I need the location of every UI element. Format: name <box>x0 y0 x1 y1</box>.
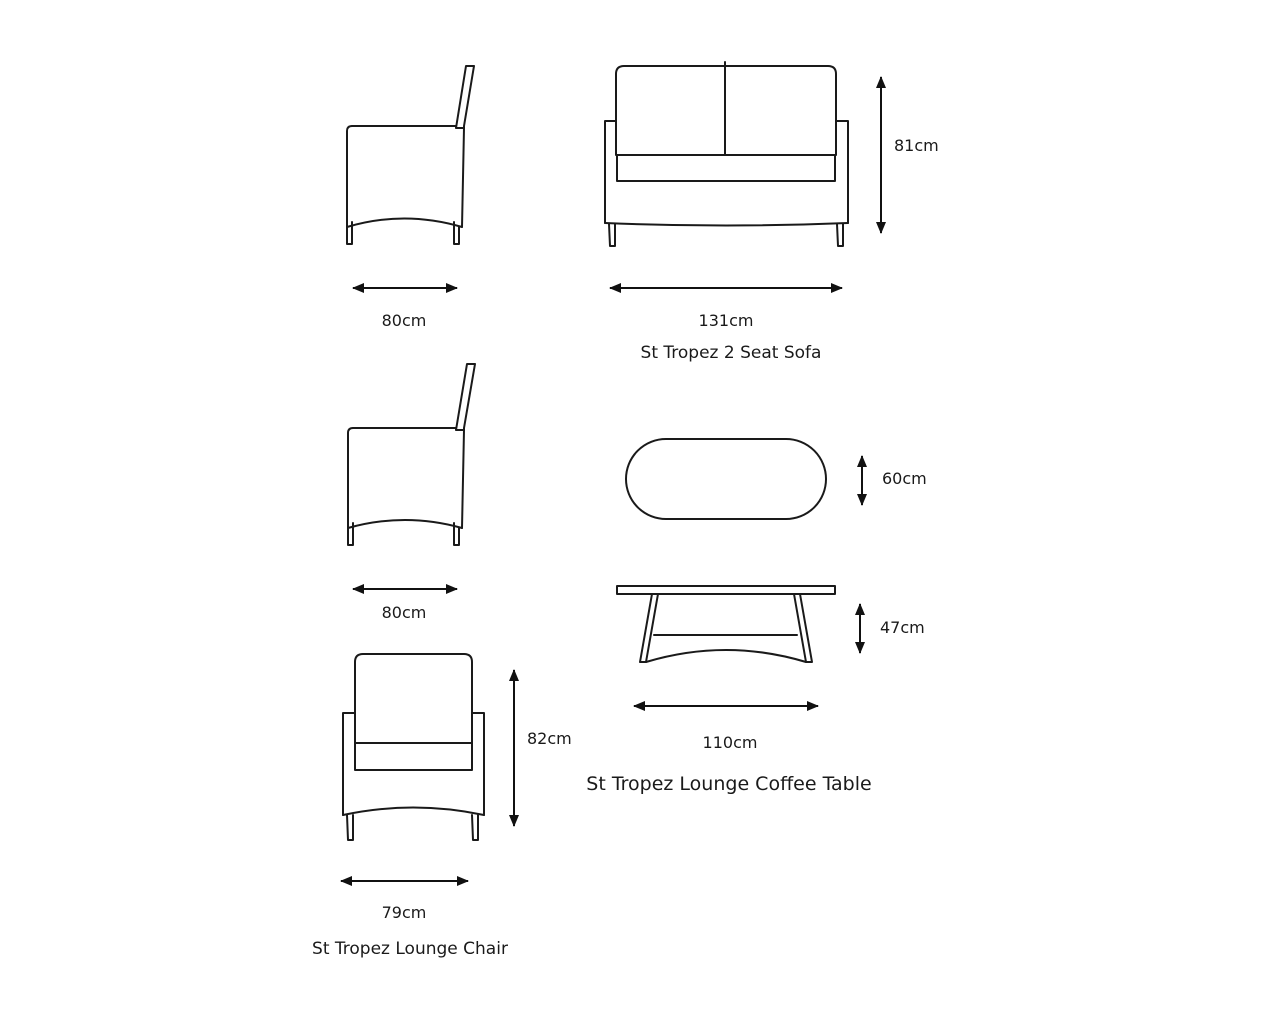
coffee-table-side-view <box>617 586 835 662</box>
label-table-height: 47cm <box>880 618 925 637</box>
label-sofa-height: 81cm <box>894 136 939 155</box>
label-chair-mid-width: 80cm <box>381 603 427 622</box>
label-chair-front-width: 79cm <box>381 903 427 922</box>
chair-side-view-top <box>347 66 474 244</box>
chair-front-view <box>343 654 484 840</box>
caption-sofa: St Tropez 2 Seat Sofa <box>640 343 822 363</box>
label-table-depth: 60cm <box>882 469 927 488</box>
dimension-labels <box>382 136 939 922</box>
label-chair-front-height: 82cm <box>527 729 572 748</box>
label-chair-top-width: 80cm <box>381 311 427 330</box>
caption-coffee-table: St Tropez Lounge Coffee Table <box>586 773 872 795</box>
label-table-width: 110cm <box>702 733 758 752</box>
sofa-front-view <box>605 62 848 246</box>
coffee-table-top-view <box>626 439 826 519</box>
product-captions <box>312 343 872 959</box>
caption-lounge-chair: St Tropez Lounge Chair <box>312 939 508 959</box>
label-sofa-width: 131cm <box>698 311 754 330</box>
chair-side-view-middle <box>348 364 475 545</box>
dimension-arrows <box>341 77 881 881</box>
